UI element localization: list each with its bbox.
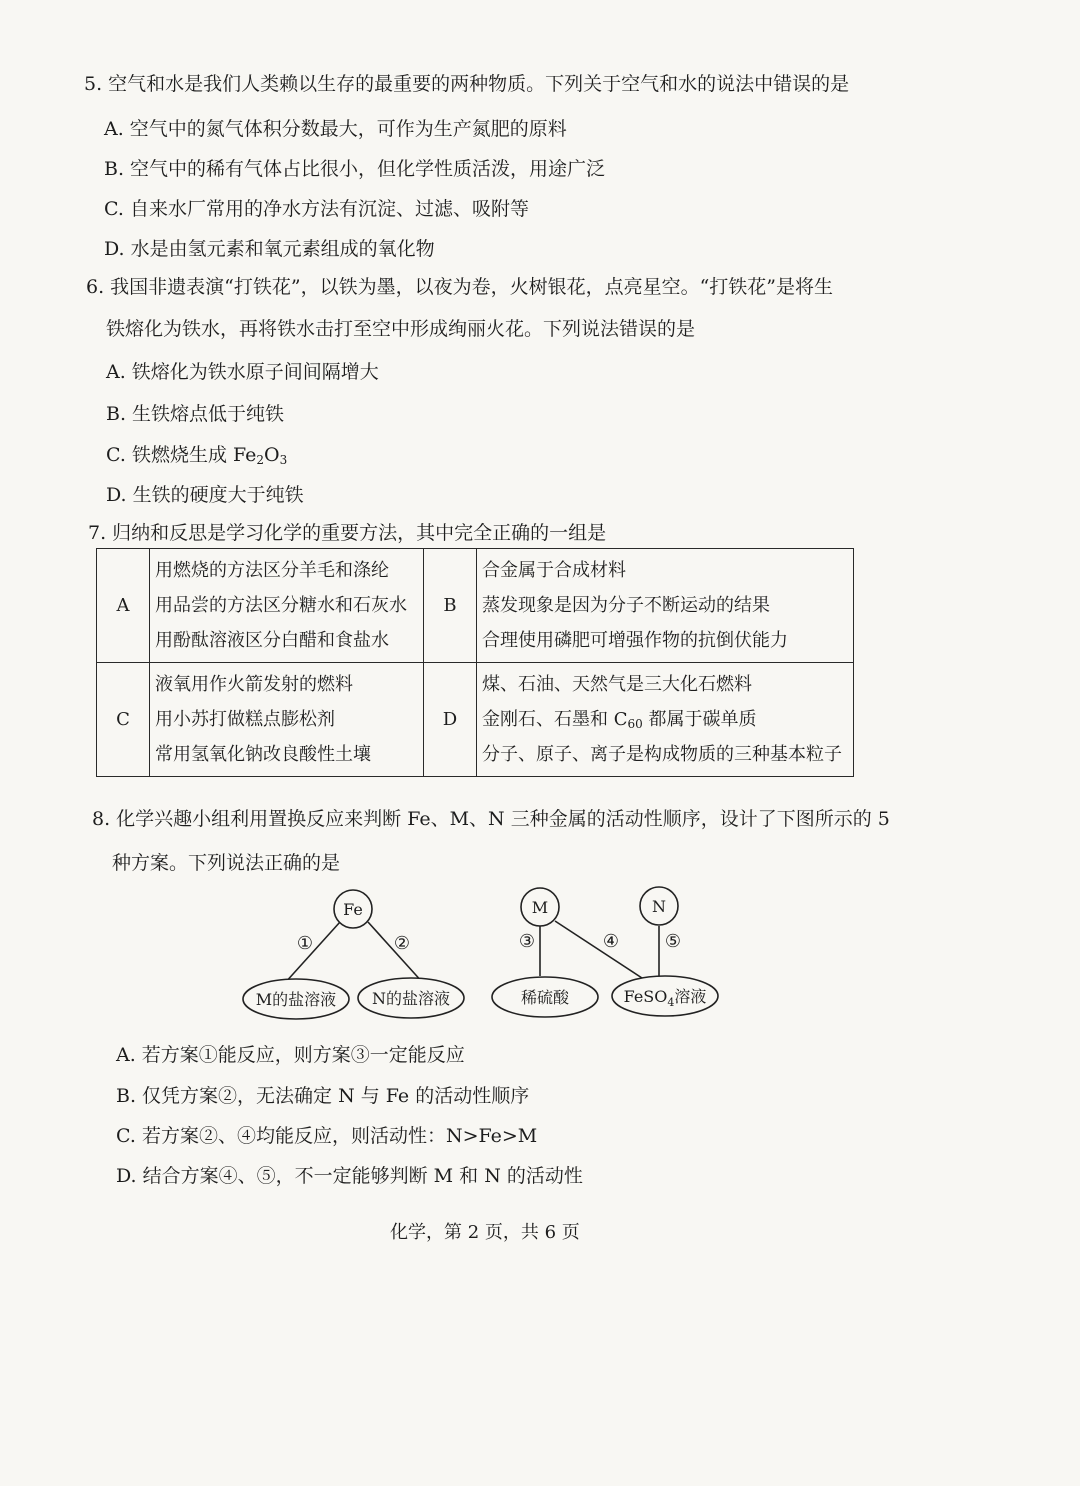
page-footer: 化学，第 2 页，共 6 页 (390, 1222, 580, 1243)
q5-stem: 5. 空气和水是我们人类赖以生存的最重要的两种物质。下列关于空气和水的说法中错误的是 (84, 73, 850, 95)
q5-option-d: D. 水是由氢元素和氧元素组成的氧化物 (104, 238, 435, 260)
q8-option-d: D. 结合方案④、⑤，不一定能够判断 M 和 N 的活动性 (116, 1165, 583, 1187)
label-scheme-1: ① (296, 933, 314, 954)
q7-cell-b: 合金属于合成材料 蒸发现象是因为分子不断运动的结果 合理使用磷肥可增强作物的抗倒伏能力 (477, 549, 854, 663)
label-scheme-5: ⑤ (664, 931, 682, 952)
label-n: N (652, 897, 666, 916)
q8-option-a: A. 若方案①能反应，则方案③一定能反应 (116, 1044, 465, 1066)
label-fe: Fe (343, 900, 363, 919)
q7-label-d: D (424, 663, 477, 777)
label-acid: 稀硫酸 (520, 988, 570, 1007)
q6-option-b: B. 生铁熔点低于纯铁 (106, 403, 285, 425)
q7-label-b: B (424, 549, 477, 663)
q7-cell-a: 用燃烧的方法区分羊毛和涤纶 用品尝的方法区分糖水和石灰水 用酚酞溶液区分白醋和食盐水 (150, 549, 424, 663)
q5-option-a: A. 空气中的氮气体积分数最大，可作为生产氮肥的原料 (104, 118, 567, 140)
q6-option-c: C. 铁燃烧生成 $Fe_2O_3$ (106, 444, 288, 467)
label-feso4: FeSO$_4$溶液 (623, 987, 707, 1009)
q7-cell-c: 液氧用作火箭发射的燃料 用小苏打做糕点膨松剂 常用氢氧化钠改良酸性土壤 (150, 663, 424, 777)
label-scheme-2: ② (393, 933, 411, 954)
label-m-salt: M的盐溶液 (255, 990, 337, 1009)
q6-stem-line1: 6. 我国非遗表演“打铁花”，以铁为墨，以夜为卷，火树银花，点亮星空。“打铁花”是将生 (86, 276, 834, 298)
label-scheme-4: ④ (602, 931, 620, 952)
q8-option-c: C. 若方案②、④均能反应，则活动性：N>Fe>M (116, 1125, 538, 1147)
q6-option-d: D. 生铁的硬度大于纯铁 (106, 484, 304, 506)
q8-option-b: B. 仅凭方案②，无法确定 N 与 Fe 的活动性顺序 (116, 1085, 530, 1107)
q5-option-b: B. 空气中的稀有气体占比很小，但化学性质活泼，用途广泛 (104, 158, 606, 180)
q6-stem-line2: 铁熔化为铁水，再将铁水击打至空中形成绚丽火花。下列说法错误的是 (106, 318, 696, 340)
q5-option-c: C. 自来水厂常用的净水方法有沉淀、过滤、吸附等 (104, 198, 529, 220)
q6-option-a: A. 铁熔化为铁水原子间间隔增大 (106, 361, 379, 383)
q7-cell-d: 煤、石油、天然气是三大化石燃料 金刚石、石墨和 $C_{60}$ 都属于碳单质 分子、原子、离子是构成物质的三种基本粒子 (477, 663, 854, 777)
q7-stem: 7. 归纳和反思是学习化学的重要方法，其中完全正确的一组是 (88, 522, 607, 544)
label-n-salt: N的盐溶液 (371, 989, 451, 1008)
label-scheme-3: ③ (518, 931, 536, 952)
label-m: M (531, 898, 549, 917)
q7-label-c: C (97, 663, 150, 777)
q8-stem-line1: 8. 化学兴趣小组利用置换反应来判断 Fe、M、N 三种金属的活动性顺序，设计了下图所示的 5 (92, 808, 890, 830)
q7-label-a: A (97, 549, 150, 663)
line-scheme-4 (555, 921, 642, 978)
q8-stem-line2: 种方案。下列说法正确的是 (112, 852, 341, 874)
